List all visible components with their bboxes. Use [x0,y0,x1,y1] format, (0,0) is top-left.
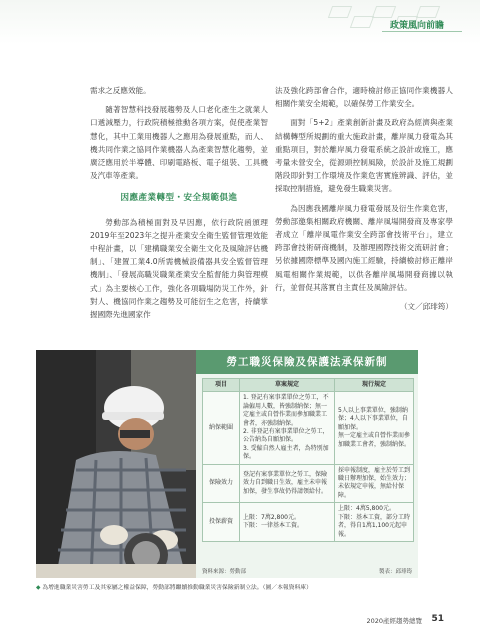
worker-illustration [36,350,196,578]
row-label: 納保範圍 [203,392,240,464]
draft-cell: 1. 登記有案事業單位之勞工，不論僱用人數，皆強制納保；無一定雇主或自營作業而參加職業工會者，亦強制納保。 2. 非登記有案事業單位之勞工，公告納為自願加保。 3. 受僱自然人雇主者，為特別加保。 [240,392,335,464]
caption-text: 為增進職業災害勞工及其家屬之權益保障，勞動部將繼續推動職業災害保險新制立法。（圖／本報資料庫） [42,585,312,591]
table-title: 勞工職災保險及保護法承保新制 [196,350,418,374]
byline: （文／邱琲筠） [399,302,453,312]
table-source-row [196,564,418,578]
current-cell: 上限：4萬5,800元。 下限：基本工資，部分工時者，得自1萬1,100元起申報。 [335,503,414,542]
table-row [203,503,414,542]
hex-pattern-decoration [328,6,352,18]
column-header: 草案規定 [240,379,335,392]
hex-pattern-decoration [416,6,440,18]
right-column [275,84,453,313]
table-row [203,464,414,503]
section-title: 政策風向前瞻 [389,21,444,31]
column-header: 項目 [203,379,240,392]
column-header: 現行規定 [335,379,414,392]
subheading: 因應產業轉型・安全規範俱進 [120,193,238,204]
insurance-comparison-table-panel [196,350,418,578]
figure [36,350,418,578]
publication-name: 2020產經趨勢總覽 [366,617,422,625]
table-credit: 製表：邱琲筠 [378,569,412,575]
hex-pattern-decoration [350,16,374,28]
paragraph: 勞動部為積極面對及早因應，依行政院函頒理2019年至2023年之提升產業安全衛生監督管理效能中程計畫，以「建構職業安全衛生文化及風險評估機制」、「建置工業4.0所需機械設備器具安全監督管理機制」、「發展高職災職業產業安全監督能力與管理模式」為主要核心工作，強化各項職場防災工作外，針對人、機協同作業之趨勢及可能衍生之危害，持續掌握國際先進國家作 [90,217,268,320]
table-row [203,392,414,464]
worker-photo [36,350,196,578]
left-column [90,84,268,327]
current-cell: 5人以上事業單位，強制納保；4人以下事業單位，自願加保。 無一定雇主或自營作業而參加職業工會者，強制納保。 [335,392,414,464]
insurance-comparison-table [202,378,414,542]
draft-cell: 上限：7萬2,800元。 下限：一律基本工資。 [240,503,335,542]
header-divider [382,31,462,32]
table-header-row [203,379,414,392]
current-cell: 採申報制度，雇主於勞工到職日辦理加保，始生效力；未依規定申報，無給付保障。 [335,464,414,503]
figure-caption [36,582,436,591]
hex-pattern-decoration [372,6,396,18]
page-number: 51 [431,614,444,624]
draft-cell: 登記有案事業單位之勞工，保險效力自到職日生效，雇主未申報加保，發生事故仍得請領給付。 [240,464,335,503]
row-label: 保險效力 [203,464,240,503]
paragraph: 需求之反應效能。 [90,86,151,95]
paragraph: 為因應我國離岸風力發電發展及衍生作業危害，勞動部邀集相關政府機關、離岸風場開發商及專家學者成立「離岸風電作業安全跨部會技術平台」，建立跨部會技術研商機制，及辦理國際技術交流研討會；另依據國際標準及國內施工經驗，持續檢討修正離岸風電相關作業規範，以供各離岸風場開發商據以執行，並督促其落實自主責任及風險評估。 [275,203,453,292]
row-label: 投保薪資 [203,503,240,542]
data-source: 資料來源：勞動部 [202,569,247,575]
paragraph: 法及強化跨部會合作，適時檢討修正協同作業機器人相關作業安全規範，以確保勞工作業安全。 [275,86,453,109]
page-footer [0,606,480,640]
caption-marker-icon: ◆ [36,585,41,591]
paragraph: 隨著智慧科技發展趨勢及人口老化產生之就業人口遞減壓力，行政院積極推動各項方案，促使產業智慧化，其中工業用機器人之應用為發展重點，而人、機共同作業之協同作業機器人為產業智慧化趨勢，並廣泛應用於半導體、印刷電路板、電子組裝、工具機及汽車等產業。 [90,105,268,181]
paragraph: 面對「5+2」產業創新計畫及政府為經濟與產業結構轉型所規劃的重大施政計畫，離岸風力發電為其重點項目，對於離岸風力發電系統之設計或施工，應考量未營安全，從源頭控制風險，於設計及施工規劃階段即針對工作環境及作業危害實施辨識、評估，並採取控制措施，避免發生職業災害。 [275,118,453,194]
